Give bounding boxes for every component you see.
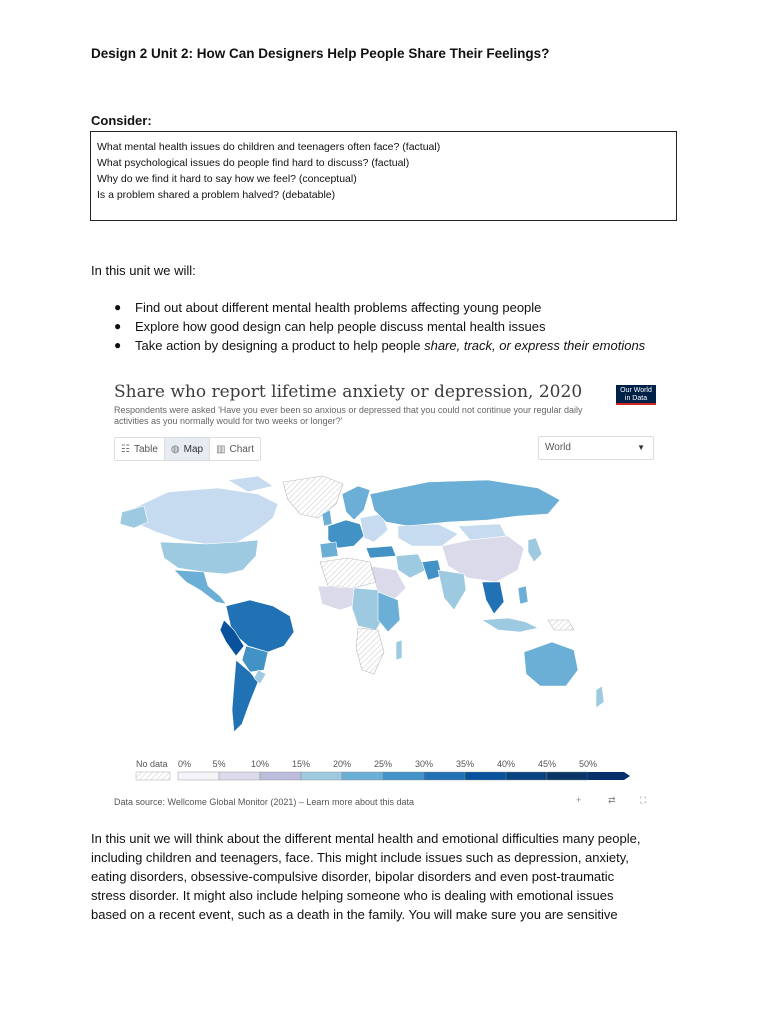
map-region-greenland [283,476,343,518]
tab-label: Map [183,443,204,455]
tab-table[interactable] [115,438,165,460]
paragraph-line: including children and teenagers, face. This might include issues such as depression, anxiety, [91,850,629,865]
tab-chart[interactable] [210,438,260,460]
document-title: Design 2 Unit 2: How Can Designers Help People Share Their Feelings? [91,46,550,61]
figure-title: Share who report lifetime anxiety or depression, 2020 [114,382,583,402]
map-region-papua [548,620,574,630]
bullet-icon: ● [114,300,122,314]
legend-tick-label: 30% [414,760,434,769]
consider-heading: Consider: [91,113,152,128]
map-region-mexico [174,570,226,604]
paragraph-line: based on a recent event, such as a death in the family. You will make sure you are sensitive [91,907,618,922]
legend-tick-label: 5% [212,760,226,769]
paragraph-line: In this unit we will think about the different mental health and emotional difficulties many people, [91,831,641,846]
map-region-iberia [320,542,338,558]
legend-bin[interactable] [547,772,588,780]
share-icon[interactable]: ⇄ [608,795,616,805]
legend-bin[interactable] [219,772,260,780]
consider-question: What psychological issues do people find hard to discuss? (factual) [97,157,410,169]
tab-label: Chart [229,443,254,455]
map-region-new-zealand [596,686,604,708]
map-region-canada-islands [228,476,273,492]
legend-tick-label: 25% [373,760,393,769]
bullet-text: Find out about different mental health problems affecting young people [135,300,542,315]
region-value: World [545,442,571,453]
intro-text: In this unit we will: [91,263,196,278]
map-region-turkey [366,546,396,558]
list-item [91,317,645,336]
map-region-east-africa [378,592,400,632]
map-region-north-africa [320,558,376,588]
paragraph-line: stress disorder. It might also include helping someone who is dealing with emotional issues [91,888,614,903]
legend-bin[interactable] [178,772,219,780]
map-region-usa [160,540,258,574]
body-paragraph [91,829,681,924]
zoom-in-icon[interactable]: + [576,795,582,805]
chevron-down-icon: ▼ [637,443,645,452]
map-region-korea-japan [528,538,542,562]
bullet-emphasis: share, track, or express their emotions [424,338,646,353]
legend-nodata-swatch [136,772,170,780]
legend-nodata-label: No data [136,760,168,769]
objectives-list [91,298,645,355]
list-item [91,336,645,355]
map-region-philippines [518,586,528,604]
map-region-iran [396,554,426,578]
legend-bin-overflow[interactable] [588,772,630,780]
list-item [91,298,645,317]
map-region-southeast-asia [482,582,504,614]
legend-bin[interactable] [465,772,506,780]
legend-bin[interactable] [506,772,547,780]
consider-question: Why do we find it hard to say how we feel? (conceptual) [97,173,357,185]
legend-tick-label: 50% [578,760,598,769]
legend-tick-label: 45% [537,760,557,769]
map-region-indonesia [482,618,538,632]
legend-bin[interactable] [383,772,424,780]
data-source[interactable]: Data source: Wellcome Global Monitor (2021) – Learn more about this data [114,797,414,807]
view-tabs [114,437,261,461]
map-region-russia [370,480,560,526]
paragraph-line: eating disorders, obsessive-compulsive disorder, bipolar disorders and even post-traumatic [91,869,615,884]
region-select[interactable] [538,436,654,460]
logo-text: in Data [624,395,648,402]
bullet-text: Explore how good design can help people discuss mental health issues [135,319,546,334]
owid-logo[interactable] [616,385,656,405]
legend-bin[interactable] [342,772,383,780]
consider-box [90,131,677,221]
legend-tick-label: 40% [496,760,516,769]
map-region-india [438,570,466,610]
figure-subtitle: Respondents were asked 'Have you ever been so anxious or depressed that you could not continue your regular daily activities as you normally would for two weeks or longer?' [114,405,583,426]
fullscreen-icon[interactable]: ⛶ [640,795,647,805]
tab-label: Table [133,443,158,455]
table-icon: ☷ [121,443,130,455]
map-region-southern-africa [356,628,384,674]
map-region-canada [130,488,278,544]
legend-tick-label: 0% [178,760,192,769]
consider-question: Is a problem shared a problem halved? (debatable) [97,189,336,201]
legend-tick-label: 20% [332,760,352,769]
map-legend [108,760,670,786]
bullet-text: Take action by designing a product to help people [135,338,425,353]
logo-text: Our World [620,387,652,394]
tab-map[interactable] [165,438,210,460]
chart-icon: ▥ [216,443,226,455]
map-region-australia [524,642,578,686]
globe-icon: ◍ [170,443,180,455]
legend-tick-label: 10% [250,760,270,769]
map-region-madagascar [396,640,402,660]
legend-bin[interactable] [424,772,465,780]
consider-question: What mental health issues do children and teenagers often face? (factual) [97,141,441,153]
legend-bin[interactable] [260,772,301,780]
map-region-scandinavia [342,486,370,520]
map-region-kazakhstan [398,524,458,546]
legend-bin[interactable] [301,772,342,780]
legend-tick-label: 35% [455,760,475,769]
bullet-icon: ● [114,338,122,352]
world-map[interactable] [108,470,670,755]
legend-tick-label: 15% [291,760,311,769]
bullet-icon: ● [114,319,122,333]
owid-map-figure [108,370,670,810]
